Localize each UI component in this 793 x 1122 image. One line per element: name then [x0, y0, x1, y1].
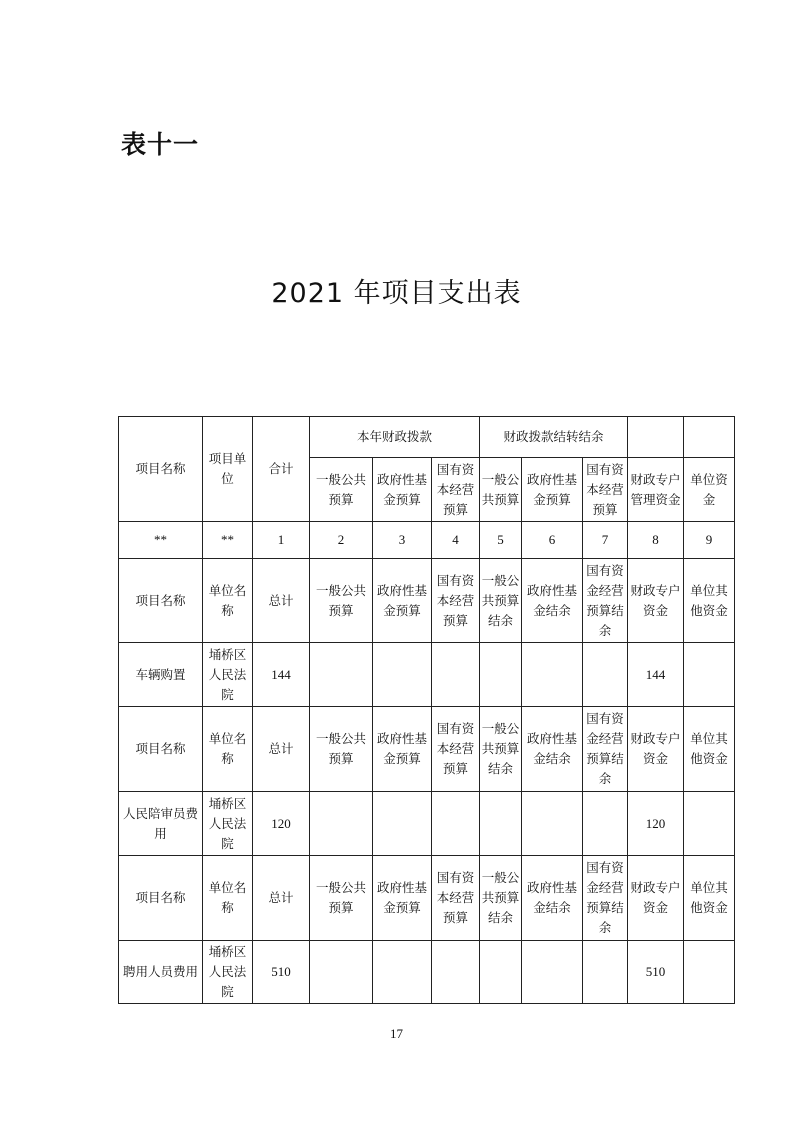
sub-state-capital: 国有资本经营预算	[432, 707, 480, 792]
sub-project-name: 项目名称	[119, 856, 203, 941]
project-name-cell: 聘用人员费用	[119, 941, 203, 1004]
sub-unit-name: 单位名称	[203, 856, 253, 941]
index-cell: 1	[253, 522, 310, 559]
empty-cell	[522, 792, 583, 856]
sub-unit-name: 单位名称	[203, 559, 253, 643]
header-group-carryover: 财政拨款结转结余	[480, 417, 628, 458]
project-total-cell: 510	[253, 941, 310, 1004]
empty-cell	[684, 941, 735, 1004]
header-row-1	[119, 417, 735, 458]
table-row	[119, 792, 735, 856]
empty-cell	[583, 792, 628, 856]
project-special-fund-cell: 120	[628, 792, 684, 856]
sub-state-capital: 国有资本经营预算	[432, 559, 480, 643]
header-general-public-carryover: 一般公共预算	[480, 458, 522, 522]
sub-project-name: 项目名称	[119, 707, 203, 792]
sub-state-capital: 国有资本经营预算	[432, 856, 480, 941]
sub-general-public-surplus: 一般公共预算结余	[480, 856, 522, 941]
sub-special-fund: 财政专户资金	[628, 707, 684, 792]
empty-cell	[373, 792, 432, 856]
sub-gov-fund-surplus: 政府性基金结余	[522, 559, 583, 643]
header-gov-fund: 政府性基金预算	[373, 458, 432, 522]
index-cell: 3	[373, 522, 432, 559]
sub-state-capital-surplus: 国有资金经营预算结余	[583, 856, 628, 941]
project-unit-cell: 埇桥区人民法院	[203, 941, 253, 1004]
empty-cell	[310, 792, 373, 856]
index-cell: 2	[310, 522, 373, 559]
index-cell: 9	[684, 522, 735, 559]
empty-cell	[432, 941, 480, 1004]
header-special-fund: 财政专户管理资金	[628, 458, 684, 522]
header-total: 合计	[253, 417, 310, 522]
sub-general-public-surplus: 一般公共预算结余	[480, 559, 522, 643]
empty-cell	[684, 643, 735, 707]
project-special-fund-cell: 144	[628, 643, 684, 707]
sub-general-public: 一般公共预算	[310, 856, 373, 941]
index-cell: 5	[480, 522, 522, 559]
header-gov-fund-carryover: 政府性基金预算	[522, 458, 583, 522]
project-total-cell: 120	[253, 792, 310, 856]
index-cell: **	[119, 522, 203, 559]
table-row	[119, 643, 735, 707]
sub-total: 总计	[253, 559, 310, 643]
sub-unit-name: 单位名称	[203, 707, 253, 792]
sub-general-public: 一般公共预算	[310, 707, 373, 792]
header-unit-fund: 单位资金	[684, 458, 735, 522]
sub-state-capital-surplus: 国有资金经营预算结余	[583, 559, 628, 643]
table-row	[119, 941, 735, 1004]
index-cell: 4	[432, 522, 480, 559]
empty-cell	[373, 643, 432, 707]
sub-general-public-surplus: 一般公共预算结余	[480, 707, 522, 792]
header-state-capital: 国有资本经营预算	[432, 458, 480, 522]
page-title: 2021 年项目支出表	[271, 278, 522, 309]
sub-gov-fund: 政府性基金预算	[373, 707, 432, 792]
empty-cell	[480, 941, 522, 1004]
empty-cell	[373, 941, 432, 1004]
table-label: 表十一	[121, 130, 200, 159]
sub-unit-other: 单位其他资金	[684, 856, 735, 941]
header-group-current-year: 本年财政拨款	[310, 417, 480, 458]
header-project-name: 项目名称	[119, 417, 203, 522]
index-cell: 6	[522, 522, 583, 559]
page-number: 17	[390, 1026, 403, 1041]
header-blank-cell	[628, 417, 684, 458]
subheader-row	[119, 559, 735, 643]
sub-total: 总计	[253, 856, 310, 941]
index-cell: 8	[628, 522, 684, 559]
empty-cell	[522, 941, 583, 1004]
sub-unit-other: 单位其他资金	[684, 559, 735, 643]
project-total-cell: 144	[253, 643, 310, 707]
empty-cell	[310, 643, 373, 707]
subheader-row	[119, 707, 735, 792]
sub-special-fund: 财政专户资金	[628, 559, 684, 643]
empty-cell	[583, 941, 628, 1004]
sub-gov-fund: 政府性基金预算	[373, 856, 432, 941]
sub-state-capital-surplus: 国有资金经营预算结余	[583, 707, 628, 792]
index-cell: **	[203, 522, 253, 559]
sub-gov-fund-surplus: 政府性基金结余	[522, 707, 583, 792]
index-row	[119, 522, 735, 559]
sub-project-name: 项目名称	[119, 559, 203, 643]
project-special-fund-cell: 510	[628, 941, 684, 1004]
sub-unit-other: 单位其他资金	[684, 707, 735, 792]
project-name-cell: 人民陪审员费用	[119, 792, 203, 856]
empty-cell	[480, 792, 522, 856]
project-name-cell: 车辆购置	[119, 643, 203, 707]
project-unit-cell: 埇桥区人民法院	[203, 643, 253, 707]
subheader-row	[119, 856, 735, 941]
header-blank-cell	[684, 417, 735, 458]
header-project-unit: 项目单位	[203, 417, 253, 522]
sub-gov-fund-surplus: 政府性基金结余	[522, 856, 583, 941]
empty-cell	[310, 941, 373, 1004]
project-unit-cell: 埇桥区人民法院	[203, 792, 253, 856]
empty-cell	[432, 643, 480, 707]
header-state-capital-carryover: 国有资本经营预算	[583, 458, 628, 522]
sub-general-public: 一般公共预算	[310, 559, 373, 643]
empty-cell	[522, 643, 583, 707]
sub-gov-fund: 政府性基金预算	[373, 559, 432, 643]
project-expenditure-table	[118, 416, 735, 1004]
empty-cell	[432, 792, 480, 856]
empty-cell	[480, 643, 522, 707]
sub-special-fund: 财政专户资金	[628, 856, 684, 941]
header-general-public: 一般公共预算	[310, 458, 373, 522]
sub-total: 总计	[253, 707, 310, 792]
empty-cell	[684, 792, 735, 856]
index-cell: 7	[583, 522, 628, 559]
empty-cell	[583, 643, 628, 707]
